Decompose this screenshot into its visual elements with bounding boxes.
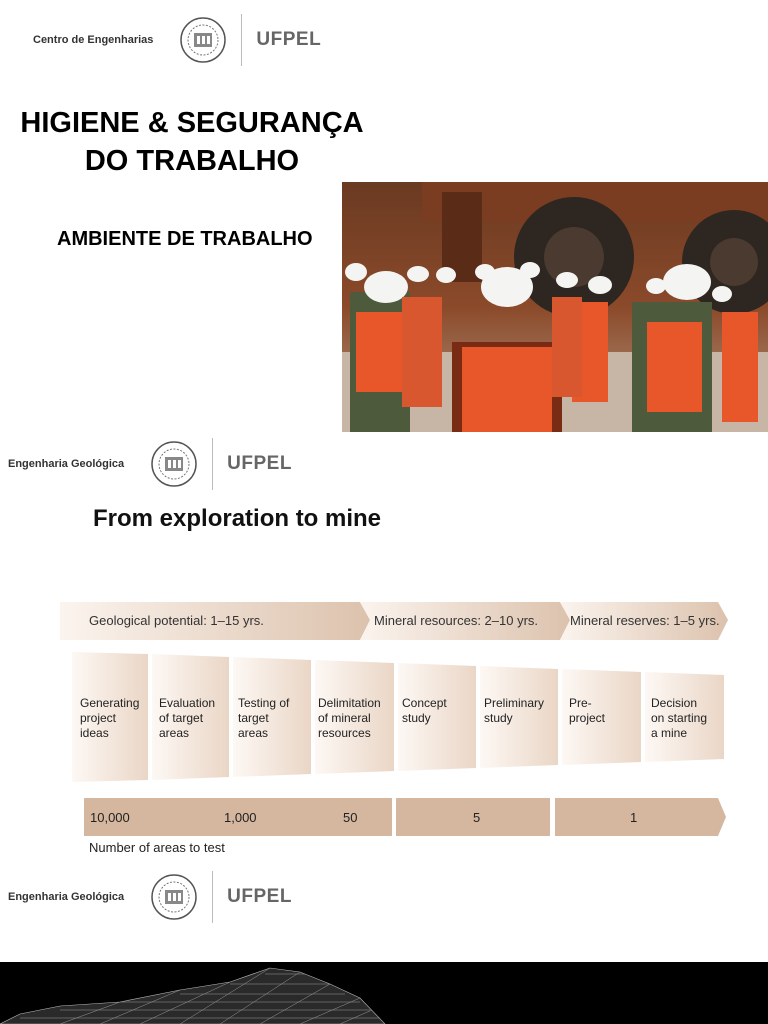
brand-ufpel: UFPEL xyxy=(227,886,292,907)
department-label: Centro de Engenharias xyxy=(33,34,154,46)
university-seal-icon xyxy=(150,873,198,921)
university-seal-icon xyxy=(150,440,198,488)
stage-label-line: study xyxy=(484,711,513,725)
department-label: Engenharia Geológica xyxy=(8,458,125,470)
stage-label-line: project xyxy=(569,711,606,725)
stage-label-6 xyxy=(484,696,544,726)
stage-label-line: areas xyxy=(238,726,269,740)
stage-label-line: target xyxy=(238,711,269,725)
phase-label-3: Mineral reserves: 1–5 yrs. xyxy=(570,613,720,628)
count-1: 1 xyxy=(630,810,638,825)
stage-label-line: Evaluation xyxy=(159,696,216,710)
university-seal-icon xyxy=(179,16,227,64)
page-title xyxy=(0,104,384,180)
stage-label-line: Testing of xyxy=(238,696,290,710)
stage-label-7 xyxy=(569,696,605,726)
wireframe-mesh-image xyxy=(0,962,768,1024)
stage-label-line: areas xyxy=(159,726,190,740)
stage-label-line: a mine xyxy=(651,726,688,740)
logo-divider xyxy=(212,871,213,923)
stage-label-line: Concept xyxy=(402,696,447,710)
logo-divider xyxy=(241,14,242,66)
brand-ufpel: UFPEL xyxy=(227,453,292,474)
stage-label-line: ideas xyxy=(80,726,109,740)
stage-label-2 xyxy=(159,696,215,741)
count-bar-3 xyxy=(555,798,726,836)
title-line-2: DO TRABALHO xyxy=(84,145,300,177)
title-line-1: HIGIENE & SEGURANÇA xyxy=(20,107,364,139)
stage-label-line: project xyxy=(80,711,117,725)
workers-photo xyxy=(342,182,768,432)
brand-ufpel: UFPEL xyxy=(256,29,322,50)
stage-label-line: Pre- xyxy=(569,696,592,710)
section-subtitle: AMBIENTE DE TRABALHO xyxy=(57,228,313,250)
count-50: 50 xyxy=(343,810,358,825)
areas-note: Number of areas to test xyxy=(89,840,225,855)
stage-label-line: of mineral xyxy=(318,711,371,725)
header-slide1 xyxy=(33,12,321,68)
stage-label-1 xyxy=(80,696,139,741)
stage-label-line: Preliminary xyxy=(484,696,545,710)
terrain-wireframe-image xyxy=(0,962,768,1024)
stage-label-line: Delimitation xyxy=(318,696,381,710)
count-5: 5 xyxy=(473,810,481,825)
stage-label-3 xyxy=(238,696,289,741)
stage-label-5 xyxy=(402,696,447,726)
stage-label-line: resources xyxy=(318,726,371,740)
header-slide3 xyxy=(8,869,292,925)
phase-label-2: Mineral resources: 2–10 yrs. xyxy=(374,613,539,628)
count-10000: 10,000 xyxy=(90,810,130,825)
logo-divider xyxy=(212,438,213,490)
stage-label-line: study xyxy=(402,711,431,725)
workers-safety-briefing-image xyxy=(342,182,768,432)
stage-label-line: Decision xyxy=(651,696,698,710)
stage-label-8 xyxy=(651,696,707,741)
department-label: Engenharia Geológica xyxy=(8,891,125,903)
phase-label-1: Geological potential: 1–15 yrs. xyxy=(89,613,264,628)
stage-label-line: on starting xyxy=(651,711,708,725)
stage-label-4 xyxy=(318,696,381,741)
stage-label-line: of target xyxy=(159,711,204,725)
count-1000: 1,000 xyxy=(224,810,257,825)
header-slide2 xyxy=(8,436,292,492)
diagram-title: From exploration to mine xyxy=(93,505,382,532)
stage-label-line: Generating xyxy=(80,696,140,710)
